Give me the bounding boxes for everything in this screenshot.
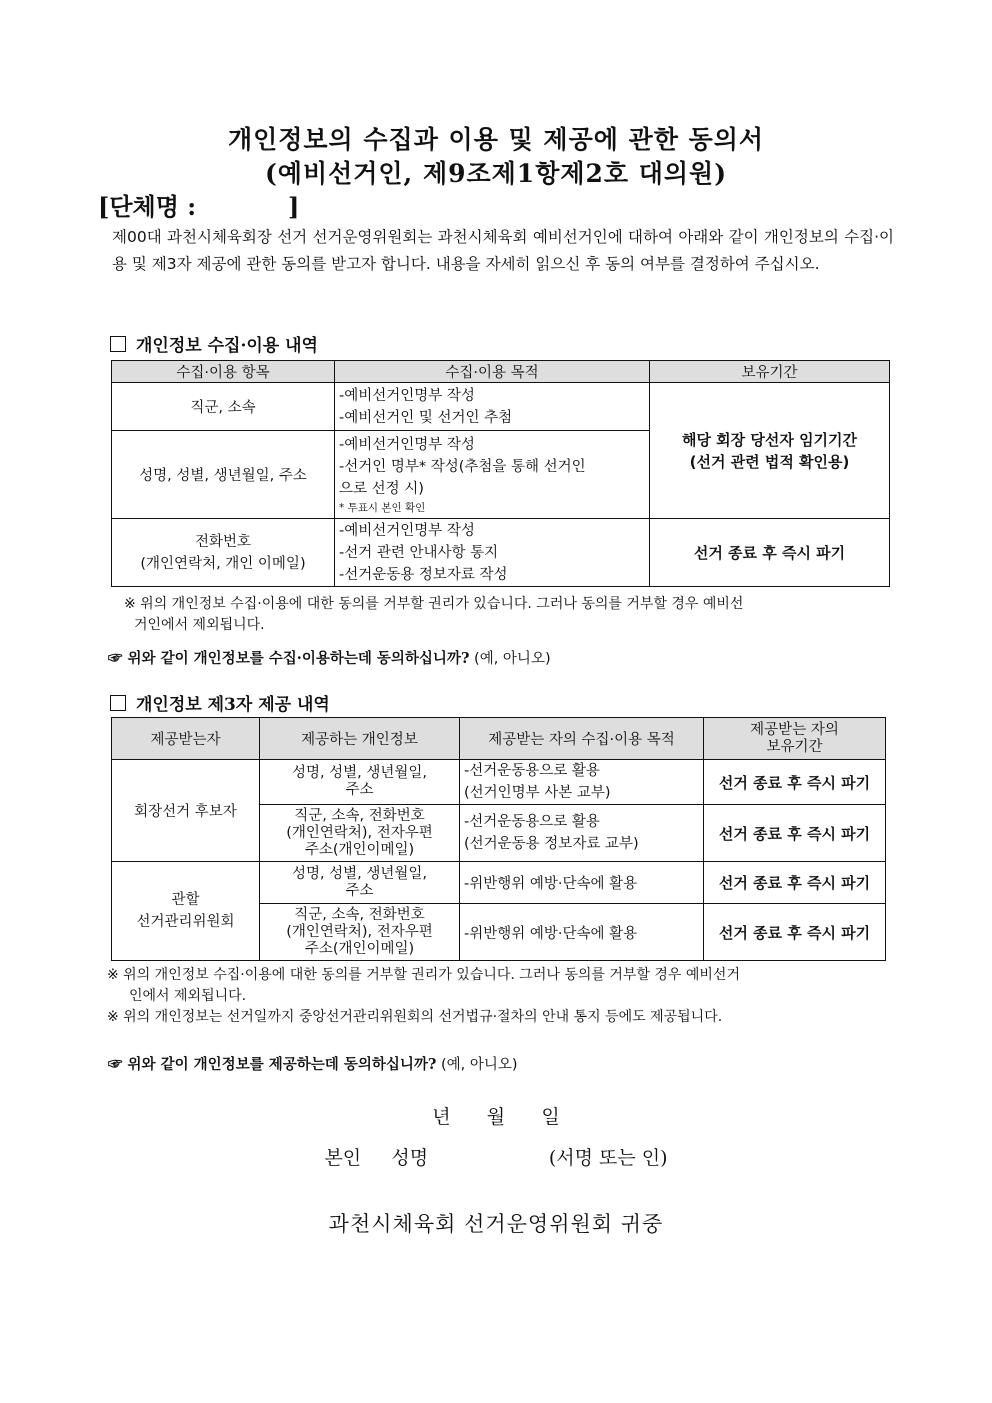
consent-options[interactable]: (예, 아니오) (440, 1057, 518, 1073)
header-item: 수집·이용 항목 (112, 361, 335, 383)
retention-cell: 해당 회장 당선자 임기기간 (선거 관련 법적 확인용) (650, 383, 890, 519)
retention-cell: 선거 종료 후 즉시 파기 (704, 904, 886, 961)
intro-paragraph: 제00대 과천시체육회장 선거 선거운영위원회는 과천시체육회 예비선거인에 대하여 아래와 같이 개인정보의 수집·이용 및 제3자 제공에 관한 동의를 받고자 합니다. 내용을 자세히 읽으신 후 동의 여부를 결정하여 주십시오. (112, 228, 894, 273)
retention-cell: 선거 종료 후 즉시 파기 (650, 519, 890, 587)
info-cell: 직군, 소속, 전화번호 (개인연락처), 전자우편 주소(개인이메일) (260, 805, 460, 862)
header-recipient: 제공받는자 (112, 718, 260, 760)
header-info: 제공하는 개인정보 (260, 718, 460, 760)
collection-use-table (111, 360, 890, 587)
checkbox-square-icon (110, 695, 126, 711)
info-cell: 성명, 성별, 생년월일, 주소 (260, 862, 460, 904)
recipient-cell: 관할 선거관리위원회 (112, 862, 260, 961)
header-retention: 제공받는 자의 보유기간 (704, 718, 886, 760)
table-row (112, 383, 890, 431)
item-cell: 직군, 소속 (112, 383, 335, 431)
addressee: 과천시체육회 선거운영위원회 귀중 (328, 1212, 664, 1236)
table-row (112, 862, 886, 904)
document-subtitle: (예비선거인, 제9조제1항제2호 대의원) (264, 159, 728, 188)
consent-options[interactable]: (예, 아니오) (474, 651, 551, 667)
section1-heading: 개인정보 수집·이용 내역 (110, 331, 318, 356)
organization-name-field[interactable]: [단체명 : ] (98, 192, 300, 221)
retention-cell: 선거 종료 후 즉시 파기 (704, 760, 886, 805)
section1-note: ※ 위의 개인정보 수집·이용에 대한 동의를 거부할 권리가 있습니다. 그러나 동의를 거부할 경우 예비선 거인에서 제외됩니다. (124, 596, 744, 633)
third-party-table (111, 717, 886, 961)
section1-consent-question: ☞ 위와 같이 개인정보를 수집·이용하는데 동의하십니까? (예, 아니오) (108, 650, 551, 667)
purpose-cell: -예비선거인명부 작성 -예비선거인 및 선거인 추첨 (335, 383, 650, 431)
document-title: 개인정보의 수집과 이용 및 제공에 관한 동의서 (227, 125, 765, 154)
purpose-cell: -예비선거인명부 작성 -선거인 명부* 작성(추첨을 통해 선거인 으로 선정 시) * 투표시 본인 확인 (335, 431, 650, 519)
date-line[interactable]: 년 월 일 (432, 1106, 560, 1128)
signature-line[interactable]: 본인 성명 (서명 또는 인) (324, 1147, 668, 1169)
table-row (112, 760, 886, 805)
item-cell: 전화번호 (개인연락처, 개인 이메일) (112, 519, 335, 587)
section2-notes: ※ 위의 개인정보 수집·이용에 대한 동의를 거부할 권리가 있습니다. 그러나 동의를 거부할 경우 예비선거 인에서 제외됩니다. ※ 위의 개인정보는 선거일까지 중앙선거관리위원회의 선거법규·절차의 안내 통지 등에도 제공됩니다. (107, 967, 740, 1025)
purpose-cell: -예비선거인명부 작성 -선거 관련 안내사항 통지 -선거운동용 정보자료 작성 (335, 519, 650, 587)
checkbox-square-icon (110, 336, 126, 352)
purpose-cell: -위반행위 예방·단속에 활용 (460, 904, 704, 961)
info-cell: 성명, 성별, 생년월일, 주소 (260, 760, 460, 805)
retention-cell: 선거 종료 후 즉시 파기 (704, 805, 886, 862)
table-header-row (112, 361, 890, 383)
recipient-cell: 회장선거 후보자 (112, 760, 260, 862)
retention-cell: 선거 종료 후 즉시 파기 (704, 862, 886, 904)
table-header-row (112, 718, 886, 760)
section2-heading: 개인정보 제3자 제공 내역 (110, 690, 330, 715)
purpose-cell: -선거운동용으로 활용 (선거인명부 사본 교부) (460, 760, 704, 805)
table-row (112, 519, 890, 587)
header-purpose: 수집·이용 목적 (335, 361, 650, 383)
item-cell: 성명, 성별, 생년월일, 주소 (112, 431, 335, 519)
purpose-cell: -위반행위 예방·단속에 활용 (460, 862, 704, 904)
section2-consent-question: ☞ 위와 같이 개인정보를 제공하는데 동의하십니까? (예, 아니오) (108, 1056, 518, 1073)
header-retention: 보유기간 (650, 361, 890, 383)
info-cell: 직군, 소속, 전화번호 (개인연락처), 전자우편 주소(개인이메일) (260, 904, 460, 961)
header-purpose: 제공받는 자의 수집·이용 목적 (460, 718, 704, 760)
purpose-cell: -선거운동용으로 활용 (선거운동용 정보자료 교부) (460, 805, 704, 862)
